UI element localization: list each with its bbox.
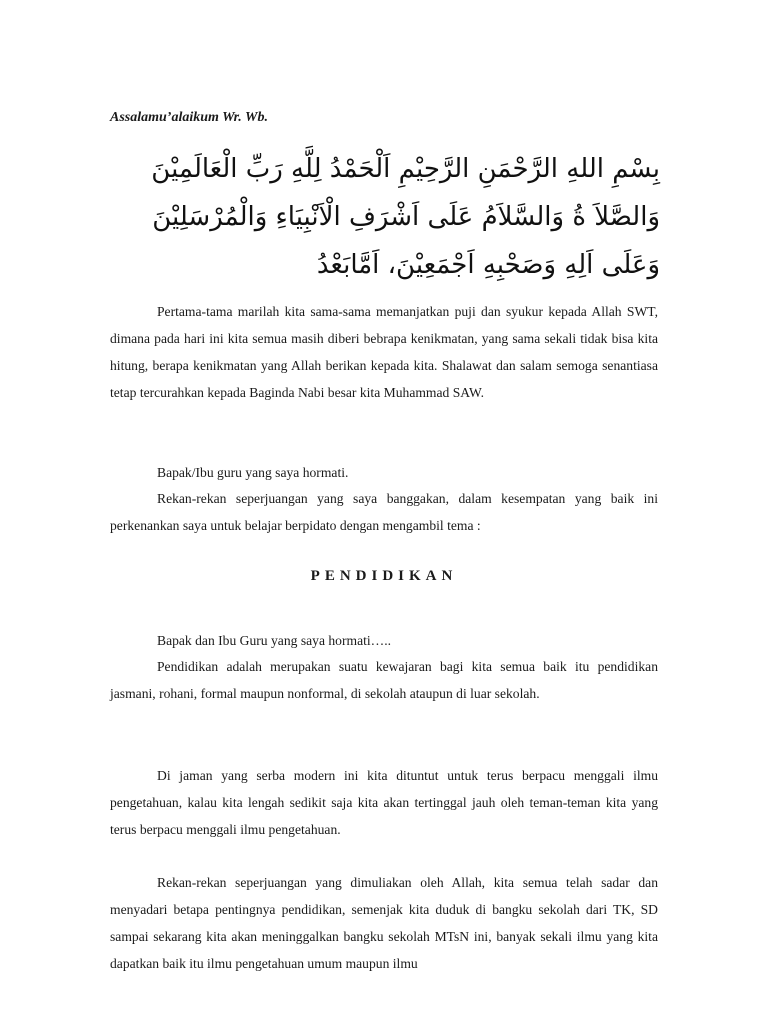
arabic-line-2: وَالصَّلاَ ةُ وَالسَّلاَمُ عَلَى اَشْرَفِ الْاَنْبِيَاءِ وَالْمُرْسَلِيْنَ — [152, 202, 660, 232]
paragraph-address-2 — [110, 627, 658, 654]
greeting-line: Assalamu’alaikum Wr. Wb. — [110, 110, 268, 125]
paragraph-opening — [110, 298, 658, 406]
paragraph-modern-era — [110, 762, 658, 843]
paragraph-address-teachers-text: Bapak/Ibu guru yang saya hormati. — [157, 465, 349, 480]
paragraph-importance — [110, 869, 658, 977]
paragraph-address-peers-text: Rekan-rekan seperjuangan yang saya banggakan, dalam kesempatan yang baik ini perkenankan saya untuk belajar berpidato dengan mengambil tema : — [110, 491, 658, 533]
paragraph-address-peers — [110, 485, 658, 539]
paragraph-address-2-text: Bapak dan Ibu Guru yang saya hormati….. — [157, 633, 392, 648]
paragraph-modern-era-text: Di jaman yang serba modern ini kita dituntut untuk terus berpacu menggali ilmu pengetahuan, kalau kita lengah sedikit saja kita akan tertinggal jauh oleh teman-teman kita yang terus berpacu menggali ilmu pengetahuan. — [110, 768, 658, 837]
paragraph-education-definition — [110, 653, 658, 707]
speech-theme-heading: PENDIDIKAN — [310, 568, 458, 584]
paragraph-opening-text: Pertama-tama marilah kita sama-sama memanjatkan puji dan syukur kepada Allah SWT, dimana pada hari ini kita semua masih diberi bebrapa kenikmatan, yang sama sekali tidak bisa kita hitung, berapa kenikmatan yang Allah berikan kepada kita. Shalawat dan salam semoga senantiasa tetap tercurahkan kepada Baginda Nabi besar kita Muhammad SAW. — [110, 304, 658, 400]
arabic-line-1: بِسْمِ اللهِ الرَّحْمَنِ الرَّحِيْمِ اَلْحَمْدُ لِلَّهِ رَبِّ الْعَالَمِيْنَ — [151, 154, 660, 184]
paragraph-importance-text: Rekan-rekan seperjuangan yang dimuliakan oleh Allah, kita semua telah sadar dan menyadari betapa pentingnya pendidikan, semenjak kita duduk di bangku sekolah dari TK, SD sampai sekarang kita akan meninggalkan bangku sekolah MTsN ini, banyak sekali ilmu yang kita dapatkan baik itu ilmu pengetahuan umum maupun ilmu — [110, 875, 658, 971]
paragraph-education-definition-text: Pendidikan adalah merupakan suatu kewajaran bagi kita semua baik itu pendidikan jasmani, rohani, formal maupun nonformal, di sekolah ataupun di luar sekolah. — [110, 659, 658, 701]
paragraph-address-teachers — [110, 459, 658, 486]
arabic-line-3: وَعَلَى اَلِهِ وَصَحْبِهِ اَجْمَعِيْنَ، اَمَّابَعْدُ — [316, 250, 660, 280]
